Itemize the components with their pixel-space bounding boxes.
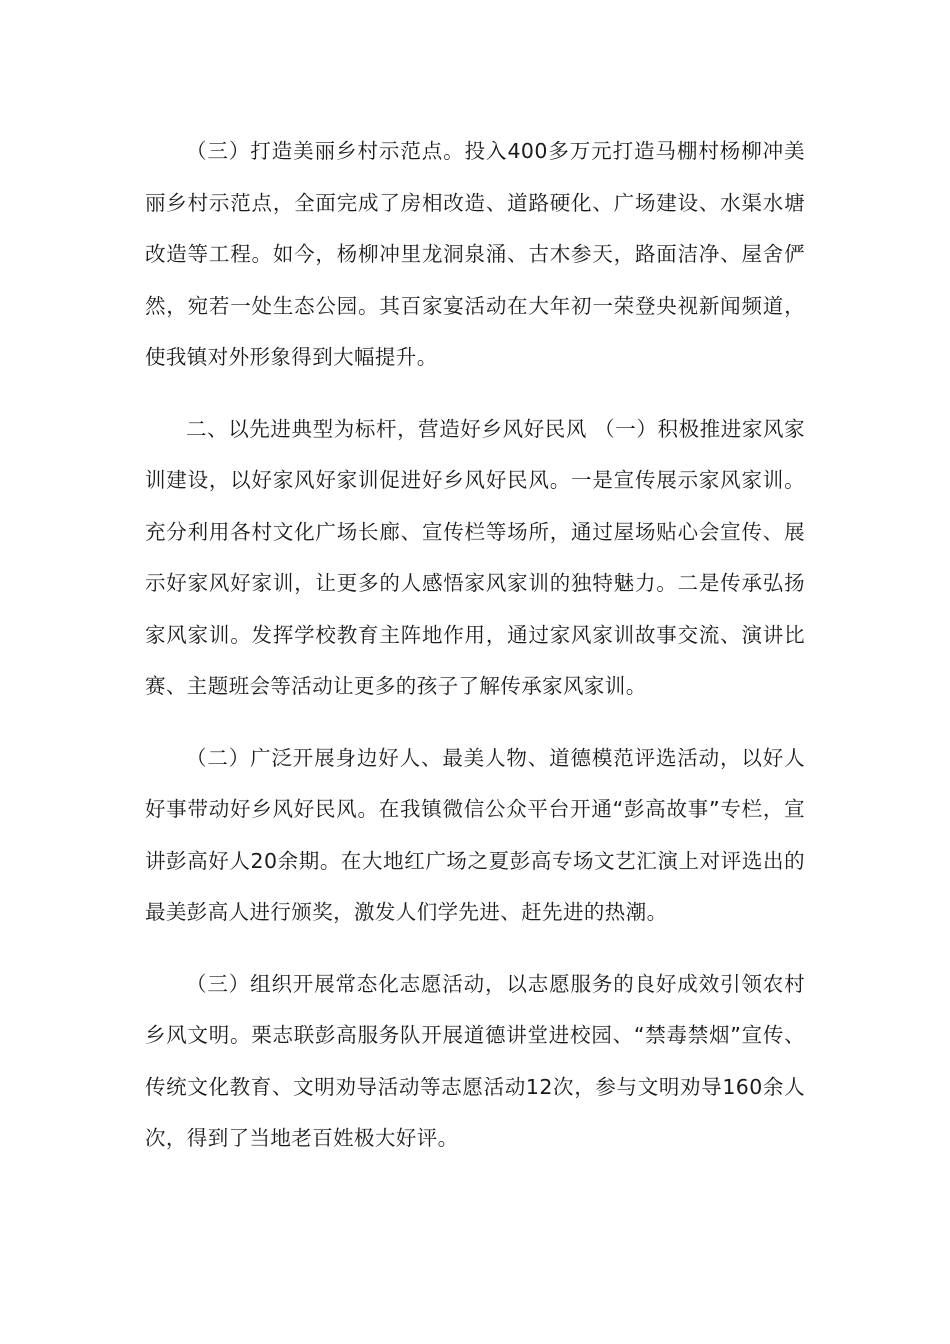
document-body bbox=[145, 126, 805, 1185]
paragraph-volunteer-activities: （三）组织开展常态化志愿活动，以志愿服务的良好成效引领农村乡风文明。栗志联彭高服务队开展道德讲堂进校园、“禁毒禁烟”宣传、传统文化教育、文明劝导活动等志愿活动12次，参与文明劝导160余人次，得到了当地老百姓极大好评。 bbox=[145, 971, 805, 1150]
paragraph-good-people-selection: （二）广泛开展身边好人、最美人物、道德模范评选活动，以好人好事带动好乡风好民风。在我镇微信公众平台开通“彭高故事”专栏，宣讲彭高好人20余期。在大地红广场之夏彭高专场文艺汇演上对评选出的最美彭高人进行颁奖，激发人们学先进、赶先进的热潮。 bbox=[145, 745, 805, 924]
paragraph-family-tradition: 二、以先进典型为标杆，营造好乡风好民风 （一）积极推进家风家训建设，以好家风好家训促进好乡风好民风。一是宣传展示家风家训。充分利用各村文化广场长廊、宣传栏等场所，通过屋场贴心会宣传、展示好家风好家训，让更多的人感悟家风家训的独特魅力。二是传承弘扬家风家训。发挥学校教育主阵地作用，通过家风家训故事交流、演讲比赛、主题班会等活动让更多的孩子了解传承家风家训。 bbox=[145, 416, 805, 698]
paragraph-demonstration-village: （三）打造美丽乡村示范点。投入400多万元打造马棚村杨柳冲美丽乡村示范点，全面完成了房相改造、道路硬化、广场建设、水渠水塘改造等工程。如今，杨柳冲里龙洞泉涌、古木参天，路面洁净、屋舍俨然，宛若一处生态公园。其百家宴活动在大年初一荣登央视新闻频道，使我镇对外形象得到大幅提升。 bbox=[145, 139, 805, 369]
